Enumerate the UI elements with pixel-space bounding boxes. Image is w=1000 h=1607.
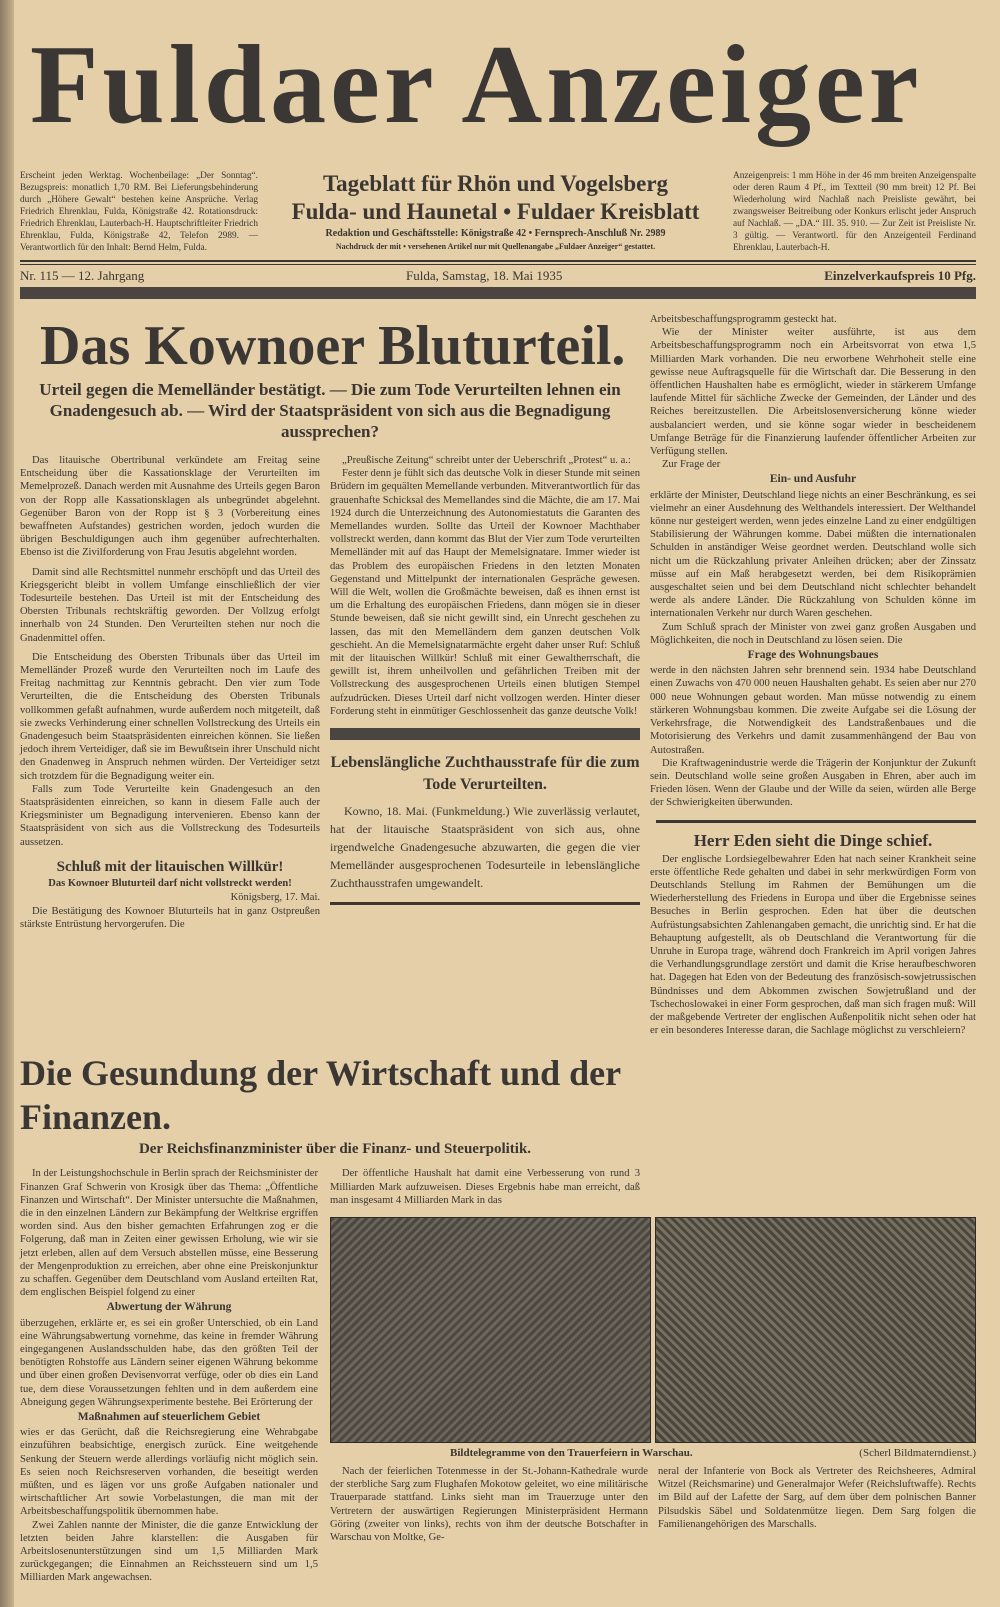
headline-gesundung: Die Gesundung der Wirtschaft und der Finanzen. bbox=[20, 1053, 621, 1138]
paragraph: Das litauische Obertribunal verkündete am Freitag seine Entscheidung über die Kassationsklage der Verurteilten im Memelprozeß. Danach werden mit Ausnahme des Urteils gegen Baron von der Ropp alle Kassationsklagen als unbegründet abgelehnt. Gegenüber Baron von der Ropp ist § 3 (Vorbereitung eines bewaffneten Aufstandes) gestrichen worden, jedoch wurden die übrigen Beschuldigungen auch ihm gegenüber aufrechterhalten. Ebenso ist die Zivilforderung von Frau Jesutis abgelehnt worden. bbox=[20, 455, 320, 559]
paragraph: Der öffentliche Haushalt hat damit eine Verbesserung von rund 3 Milliarden Mark aufzuweisen. Dieses Ergebnis habe man erreicht, daß man insgesamt 4 Milliarden Mark in das bbox=[330, 1168, 640, 1206]
paragraph: Zwei Zahlen nannte der Minister, die die ganze Entwicklung der letzten beiden Jahre klarstellen: die Ausgaben für Arbeitslosenunterstützungen sind um 1,5 Milliarden Mark zurückgegangen; die Einnahmen an Reichssteuern sind um 1,5 Milliarden Mark angewachsen. bbox=[20, 1519, 318, 1584]
column3 bbox=[650, 313, 976, 1037]
top-section bbox=[20, 313, 976, 1037]
photo-text-right bbox=[658, 1465, 976, 1544]
sub-deck: Das Kownoer Bluturteil darf nicht vollstreckt werden! bbox=[48, 877, 292, 889]
paragraph: Nach der feierlichen Totenmesse in der St.-Johann-Kathedrale wurde der sterbliche Sarg zum Flughafen Mokotow geleitet, wo eine militärische Trauerparade stattfand. Links sieht man im Trauerzuge unter den Vertretern der auswärtigen Regierungen Ministerpräsident Hermann Göring (zweiter von links), rechts von ihm der deutsche Botschafter in Warschau von Moltke, Ge- bbox=[330, 1465, 648, 1543]
dateline-row bbox=[20, 267, 976, 285]
paragraph: „Preußische Zeitung“ schreibt unter der Ueberschrift „Protest“ u. a.: bbox=[342, 455, 631, 466]
sub-headline: Schluß mit der litauischen Willkür! bbox=[56, 858, 284, 875]
subheading: Ein- und Ausfuhr bbox=[769, 473, 857, 486]
subheading: Maßnahmen auf steuerlichem Gebiet bbox=[77, 1411, 261, 1424]
article1-column2 bbox=[330, 454, 640, 931]
issue-number: Nr. 115 — 12. Jahrgang bbox=[20, 268, 145, 283]
paragraph: werde in den nächsten Jahren sehr brennend sein. 1934 habe Deutschland einen Zuwachs von 470 000 neuen Haushalten gehabt. Es seien aber nur 270 000 neue Wohnungen gebaut worden. Man müsse notwendig zu einem stärkeren Wohnungsbau kommen. Die zweite Aufgabe sei die Lösung der Verkehrsfrage, die Notwendigkeit des Landstraßenbaues und die Motorisierung des Verkehrs und damit zusammenhängend der Bau von Autostraßen. bbox=[650, 665, 976, 756]
paragraph: In der Leistungshochschule in Berlin sprach der Reichsminister der Finanzen Graf Schwerin von Krosigk über das Thema: „Öffentliche Finanzen und Wirtschaft“. Der Minister untersuchte die Maßnahmen, die in den einzelnen Ländern zur Bekämpfung der Weltkrise ergriffen worden sind. Aus den bisher gemachten Erfahrungen zog er die Folgerung, daß man in Zeiten einer gewissen Erholung, wie wir sie jetzt erleben, allen auf dem Versuch abstellen müsse, eine Besserung der Mengenproduktion zu erreichen, aber ohne eine Preiskonjunktur zu schaffen. Gegenüber dem Deutschland vom Ausland erteilten Rat, dem englischen Beispiel folgend zu einer bbox=[20, 1168, 318, 1299]
sub-text: Die Bestätigung des Kownoer Bluturteils hat in ganz Ostpreußen stärkste Entrüstung hervorgerufen. Die bbox=[20, 905, 320, 931]
article2-header bbox=[20, 1051, 650, 1159]
photo-row bbox=[330, 1217, 976, 1443]
headline-kownoer-bluturteil: Das Kownoer Bluturteil. bbox=[40, 315, 626, 377]
single-copy-price: Einzelverkaufspreis 10 Pfg. bbox=[824, 268, 976, 283]
paragraph: Die Kraftwagenindustrie werde die Trägerin der Konjunktur der Zukunft sein. Deutschland wolle seine großen Ausgaben in Ehren, aber auch im Frieden lösen. Wenn der Glaube und der Wille da seien, würden alle Berge der Schwierigkeiten überwunden. bbox=[650, 757, 976, 809]
advertising-info: Anzeigenpreis: 1 mm Höhe in der 46 mm breiten Anzeigenspalte oder deren Raum 4 Pf., im Textteil (90 mm breit) 12 Pf. Bei Wiederholung wird Nachlaß nach Preisliste gewährt, bei zwangsweiser Beitreibung oder Konkurs erlischt jeder Anspruch auf Nachlaß. — „DA.“ III. 35. 910. — Zur Zeit ist Preisliste Nr. 3 gültig. — Verantwortl. für den Anzeigenteil Ferdinand Ehrenklau, Lauterbach-H. bbox=[733, 171, 976, 253]
sub-dateline: Königsberg, 17. Mai. bbox=[230, 891, 320, 903]
paragraph: Damit sind alle Rechtsmittel nunmehr erschöpft und das Urteil des Kriegsgericht bleibt in vollem Umfange einschließlich der vier Todesurteile bestehen. Das Urteil ist mit der Entscheidung des Obersten Tribunals rechtskräftig geworden. Der Vollzug erfolgt innerhalb von 24 Stunden. Den Verurteilten stehen nur noch die Gnadenmittel offen. bbox=[20, 566, 320, 644]
publisher-info: Erscheint jeden Werktag. Wochenbeilage: „Der Sonntag“. Bezugspreis: monatlich 1,70 RM. Bei Lieferungsbehinderung durch „Höhere Gewalt“ bestehen keine Ansprüche. Verlag Friedrich Ehrenklau, Fulda, Königstraße 42. Rotationsdruck: Friedrich Ehrenklau, Lauterbach-H. Hauptschriftleiter Friedrich Ehrenklau, Fulda, Königstraße 42, Telefon 2989. — Verantwortlich für den Inhalt: Bernd Helm, Fulda. bbox=[20, 171, 258, 253]
photo-coffin-on-gun-carriage bbox=[655, 1217, 976, 1443]
article2-column1 bbox=[20, 1167, 318, 1584]
subtitle-2: Fulda- und Haunetal • Fuldaer Kreisblatt bbox=[291, 199, 700, 224]
photo-funeral-procession bbox=[330, 1217, 651, 1443]
article1-column1 bbox=[20, 454, 320, 931]
paragraph: überzugehen, erklärte er, es sei ein großer Unterschied, ob ein Land eine Währungsabwertung vornehme, das keine in fremder Währung eingegangenen Auslandsschulden habe, das den größten Teil der benötigten Rohstoffe aus Ländern seiner eigenen Währung bekomme und über einen großen Devisenvorrat verfüge, oder ob dies ein Land tue, dem diese Voraussetzungen fehlten und in dem außerdem eine Abneigung gegen Währungsexperimente bestehe. Bei Erörterung der bbox=[20, 1317, 318, 1408]
article-kownoer-bluturteil bbox=[20, 313, 640, 1037]
reprint-notice: Nachdruck der mit • versehenen Artikel nur mit Quellenangabe „Fuldaer Anzeiger“ gestattet. bbox=[335, 242, 656, 251]
paragraph: Zur Frage der bbox=[662, 459, 721, 471]
photo-caption bbox=[330, 1446, 976, 1461]
box-headline: Lebenslängliche Zuchthausstrafe für die zum Tode Verurteilten. bbox=[330, 754, 640, 794]
bottom-section bbox=[20, 1167, 976, 1584]
photo-text-left bbox=[330, 1465, 648, 1544]
eden-article bbox=[650, 853, 976, 1038]
article1-deck: Urteil gegen die Memelländer bestätigt. — Die zum Tode Verurteilten lehnen ein Gnadengesuch ab. — Wird der Staatspräsident von sich aus die Begnadigung aussprechen? bbox=[39, 380, 621, 441]
bottom-right-area bbox=[330, 1167, 976, 1584]
paragraph: Falls zum Tode Verurteilte kein Gnadengesuch an den Staatspräsidenten einreichen, so kann in diesem Falle auch der Kriegsminister um Begnadigung intervenieren. Ebenso kann der Staatspräsident von sich aus die Vollstreckung des Todesurteils aussetzen. bbox=[20, 783, 320, 848]
paragraph: wies er das Gerücht, daß die Reichsregierung eine Wehrabgabe einzuführen beabsichtige, energisch zurück. Eine weitgehende Senkung der Steuern werde allerdings vorläufig nicht möglich sein. Es seien noch Reichsreserven vorhanden, die beseitigt werden müßten, und es lägen vor uns große Aufgaben nationaler und wirtschaftlicher Art sowie Vorbelastungen, die man mit der Arbeitsbeschaffungspolitik übernommen habe. bbox=[20, 1427, 318, 1518]
subheading: Frage des Wohnungsbaues bbox=[747, 649, 879, 662]
paragraph: Zum Schluß sprach der Minister von zwei ganz großen Ausgaben und Möglichkeiten, die noch in Deutschland zu lösen seien. Die bbox=[650, 621, 976, 646]
paragraph: Die Entscheidung des Obersten Tribunals über das Urteil im Memelländer Prozeß wurde den Verurteilten noch im Laufe des Freitag nachmittag zur Kenntnis gebracht. Den vier zum Tode Verurteilten, die die Entscheidung des Obersten Tribunals vollkommen gefaßt aufnahmen, wurde außerdem noch mitgeteilt, daß sie zwecks Verhinderung einer schnellen Vollstreckung des Urteils ein Gnadengesuch beim Staatspräsidenten einreichen können. Sie ließen jedoch ihrem Verteidiger, daß sie im Bewußtsein ihrer Unschuld nicht den Gnadenweg in Anspruch nehmen würden. Der Verteidiger setzt sich trotzdem für die Begnadigung weiter ein. bbox=[20, 651, 320, 782]
article1-columns bbox=[20, 454, 640, 931]
eden-headline: Herr Eden sieht die Dinge schief. bbox=[693, 830, 933, 850]
newspaper-title: Fuldaer Anzeiger bbox=[30, 23, 923, 147]
column3-finance-continued bbox=[650, 313, 976, 810]
photo-text bbox=[330, 1465, 976, 1544]
paragraph: Fester denn je fühlt sich das deutsche Volk in dieser Stunde mit seinen Brüdern im gequälten Memellande verbunden. Mitverantwortlich für das grauenhafte Schicksal des Memellandes sind die Mächte, die am 17. Mai 1924 durch die Unterzeichnung des Autonomiestatuts die Garanten des Memellandes wurden. Sollte das Urteil der Kownoer Machthaber vollstreckt werden, dann kommt das Blut der Vier zum Tode verurteilten Memelländer mit auf das Haupt der Memelsignatare. Immer wieder ist das Problem des europäischen Friedens in den letzten Monaten Gegenstand und Mittelpunkt der internationalen Gespräche gewesen. Will die Welt, wollen die Großmächte beweisen, daß es ihnen ernst ist um die Erhaltung des europäischen Friedens, dann mögen sie in dieser Stunde beweisen, daß sie nicht gewillt sind, ein Unrecht geschehen zu lassen, das mit den Memelländern dem ganzen deutschen Volk geschieht. An die Memelsignatarmächte ergeht daher unser Ruf: Schluß mit der litauischen Willkür! Schluß mit einer Gewaltherrschaft, die gewillt ist, ihrem unheilvollen und gefährlichen Treiben mit der Vollstreckung des ausgesprochenen Urteils einen blutigen Stempel aufzudrücken. Dieses Urteil darf nicht vollzogen werden. Hinter dieser Forderung steht in einmütiger Geschlossenheit das ganze deutsche Volk! bbox=[330, 468, 640, 717]
sub-article bbox=[20, 857, 320, 931]
issue-date: Fulda, Samstag, 18. Mai 1935 bbox=[406, 268, 563, 283]
news-box-life-sentence bbox=[330, 752, 640, 892]
binding-edge bbox=[0, 0, 14, 1607]
subheading: Abwertung der Währung bbox=[106, 1301, 232, 1314]
paragraph: Wie der Minister weiter ausführte, ist aus dem Arbeitsbeschaffungsprogramm noch ein Arbeitsvorrat von etwa 1,5 Milliarden Mark vorhanden. Die neu erworbene Wehrhoheit stelle eine gewisse neue Auftragsquelle für die Wirtschaft dar. Die Besserung in den öffentlichen Haushalten habe es ermöglicht, wieder in stärkerem Umfange laufende Mittel für sächliche Zwecke der Gemeinden, der Länder und des Reiches bereitzustellen. Die Arbeitslosenversicherung könne wieder ausbalanciert werden, und sie könne sogar wieder in bescheidenem Umfange Beträge für die Finanzierung laufender öffentlicher Arbeiten zur Verfügung stellen. bbox=[650, 327, 976, 458]
masthead-info-row bbox=[20, 170, 976, 254]
paragraph: Der englische Lordsiegelbewahrer Eden hat nach seiner Krankheit seine erste öffentliche Rede gehalten und dabei in sehr merkwürdigen Form von Deutschlands Stellung im Rahmen der Bemühungen um die Wiederherstellung des Friedens in Europa und über die Ergebnisse seines Besuches in Berlin gesprochen. Eden hat über die deutschen Aufrüstungsabsichten Zahlenangaben gemacht, die unrichtig sind. Er hat die Behauptung aufgestellt, als ob Deutschland die Verantwortung für die Unruhe in Europa trage, während doch Frankreich im April vorigen Jahres die Verhandlungsgrundlage zerstört und damit die Krise heraufbeschworen hat. Dagegen hat Eden von der Bedeutung des französisch-sowjetrussischen Bündnisses und dem Abkommen zwischen Sowjetrußland und der Tschechoslowakei in einer Form gesprochen, daß man sich fragen muß: Will der maßgebende Vertreter der englischen Außenpolitik nicht sehen oder hat er ein besonderes Interesse daran, die Sachlage möglichst zu verschleiern? bbox=[650, 853, 976, 1037]
caption-text: Bildtelegramme von den Trauerfeiern in Warschau. bbox=[450, 1446, 693, 1459]
subtitle-1: Tageblatt für Rhön und Vogelsberg bbox=[322, 171, 669, 196]
box-text: Kowno, 18. Mai. (Funkmeldung.) Wie zuverlässig verlautet, hat der litauische Staatspräsident von sich aus, ohne irgendwelche Gnadengesuche abzuwarten, die gegen die vier Memelländer ausgesprochenen Todesurteile in lebenslängliche Zuchthausstrafen umgewandelt. bbox=[330, 804, 640, 891]
photo-credit: (Scherl Bildmaterndienst.) bbox=[859, 1446, 976, 1459]
paragraph: Arbeitsbeschaffungsprogramm gesteckt hat. bbox=[650, 314, 837, 325]
editorial-address: Redaktion und Geschäftsstelle: Königstraße 42 • Fernsprech-Anschluß Nr. 2989 bbox=[325, 228, 666, 239]
article2-deck: Der Reichsfinanzminister über die Finanz- und Steuerpolitik. bbox=[138, 1141, 532, 1158]
masthead-subtitles bbox=[264, 170, 727, 254]
article2-column2 bbox=[330, 1167, 640, 1207]
paragraph: neral der Infanterie von Bock als Vertreter des Reichsheeres, Admiral Witzel (Reichsmarine) und Generalmajor Wefer (Reichsluftwaffe). Rechts im Bild auf der Lafette der Sarg, auf dem über dem polnischen Banner Pilsudskis Säbel und Soldatenmütze liegen. Dem Sarg folgen die Familienangehörigen des Marschalls. bbox=[658, 1465, 976, 1530]
paragraph: erklärte der Minister, Deutschland liege nichts an einer Beschränkung, es sei vielmehr an einer Ausdehnung des Welthandels interessiert. Der Welthandel könne nur gesteigert werden, wenn jedes einzelne Land zu einer endgültigen Stabilisierung der Währungen komme. Dabei müßten die internationalen Schulden in anständiger Weise geordnet werden. Deutschland wolle sich nicht um die Rückzahlung privater Anleihen drücken; aber der Zinssatz müsse auf ein Maß herabgesetzt werden, bei dem Risikoprämien ausgeschaltet seien und bei dem Deutschland nicht schlechter behandelt werde als andere Länder. Die Rückzahlung von Schulden könne im internationalen Verkehr nur durch Waren geschehen. bbox=[650, 489, 976, 620]
